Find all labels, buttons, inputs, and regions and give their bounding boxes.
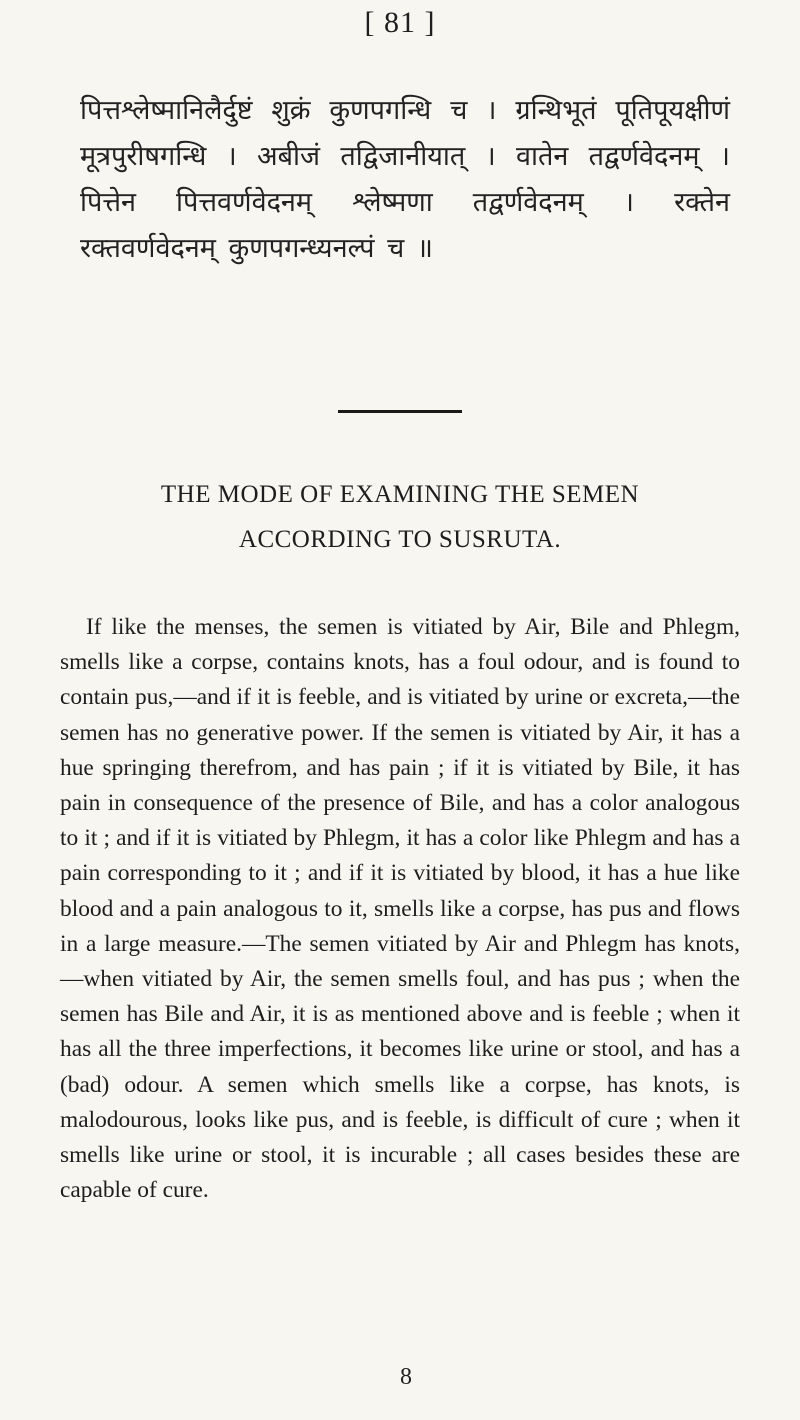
section-divider [338, 410, 462, 413]
sanskrit-verse: पित्तश्लेष्मानिलैर्दुष्टं शुक्रं कुणपगन्धि च । ग्रन्थिभूतं पूतिपूयक्षीणं मूत्रपुरीषगन्धि । अबीजं तद्विजानीयात् । वातेन तद्वर्णवेदनम् । पित्तेन पित्तवर्णवेदनम् श्लेष्मणा तद्वर्णवेदनम् । रक्तेन रक्तवर्णवेदनम् कुणपगन्ध्यनल्पं च ॥ [80, 95, 730, 264]
section-heading [40, 472, 760, 562]
body-paragraph: If like the menses, the semen is vitiated by Air, Bile and Phlegm, smells like a corpse, contains knots, has a foul odour, and is found to contain pus,—and if it is feeble, and is vitiated by urine or excreta,—the semen has no generative power. If the semen is vitiated by Air, it has a hue springing therefrom, and has pain ; if it is vitiated by Bile, it has pain in consequence of the presence of Bile, and has a color analogous to it ; and if it is vitiated by Phlegm, it has a color like Phlegm and has a pain corresponding to it ; and if it is vitiated by blood, it has a hue like blood and a pain analogous to it, smells like a corpse, has pus and flows in a large measure.—The semen vitiated by Air and Phlegm has knots,—when vitiated by Air, the semen smells foul, and has pus ; when the semen has Bile and Air, it is as mentioned above and is feeble ; when it has all the three imperfections, it becomes like urine or stool, and has a (bad) odour. A semen which smells like a corpse, has knots, is malodourous, looks like pus, and is feeble, is difficult of cure ; when it smells like urine or stool, it is incurable ; all cases besides these are capable of cure. [60, 614, 740, 1204]
body-text [60, 610, 740, 1208]
heading-line-1: THE MODE OF EXAMINING THE SEMEN [160, 481, 640, 508]
page-number: [ 81 ] [364, 6, 436, 39]
signature-mark: 8 [400, 1364, 412, 1390]
heading-line-2: ACCORDING TO SUSRUTA. [238, 526, 562, 553]
